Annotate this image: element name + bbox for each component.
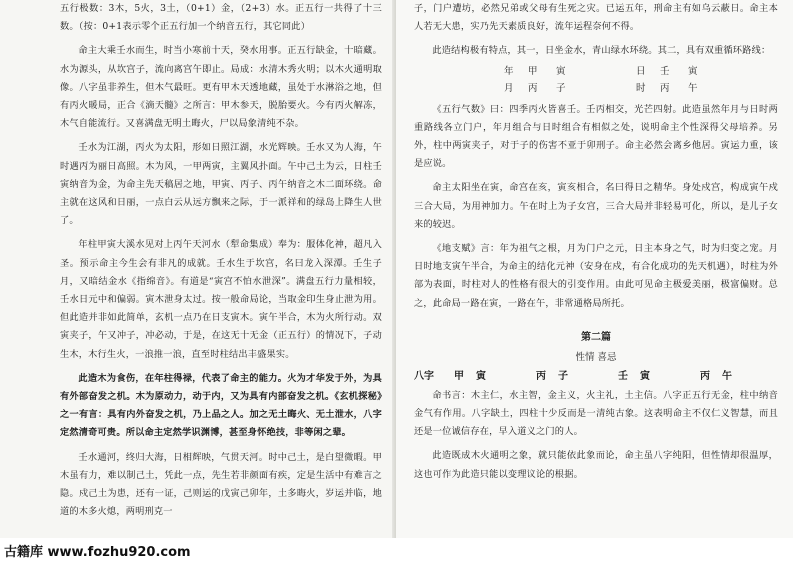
paragraph: 此造木为食伤，在年柱得禄，代表了命主的能力。火为才华发于外，为具有外部奋发之机。木为原动力，动于内，又为具有内部奋发之机。《玄机探秘》之一有言：具有内外奋发之机，乃上品之人。加之无土晦火、无土泄水，八字定然清奇可贵。所以命主定然学识渊博，甚至身怀绝技，非等闲之辈。: [60, 372, 382, 439]
paragraph: 此造结构极有特点，其一，日坐金水，青山绿水环绕。其二，具有双重循环路线：: [432, 45, 771, 57]
pillar-stem: 壬: [618, 370, 628, 382]
chart-cell: 寅: [556, 65, 566, 77]
chart-cell: 时: [636, 82, 646, 94]
pillar-stem: 甲: [454, 370, 464, 382]
right-page: [396, 0, 793, 538]
chart-cell: 年: [504, 65, 514, 77]
bazi-label: 八字: [414, 370, 434, 382]
left-page: [0, 0, 396, 538]
chart-cell: 午: [688, 82, 698, 94]
pillar-branch: 子: [558, 370, 568, 382]
chart-cell: 寅: [688, 65, 698, 77]
chart-cell: 月: [504, 82, 514, 94]
paragraph: 《地支赋》言：年为祖气之根，月为门户之元，日主本身之气，时为归变之宠。月日时地支寅午半合，为命主的结化元神（安身在戍，有合化成功的先天机遇），时柱为外部为表面，时柱对人的性格有很大的引变作用。由此可见命主极爱美丽，极富偏财。总之，此命局一路在寅，一路在午，非常通格局所托。: [414, 243, 778, 309]
paragraph: 壬水通河，终归大海，日相辉映，气贯天河。时中己土，是白望微暇。甲木虽有力，难以制己土，凭此一点，先生若非颜面有疾，定是生活中有难言之隐。戍己土为患，还有一证，己则运的戊寅己卯年，土多晦火，岁运并临，地道的木多火熄，两明刑克一: [60, 451, 382, 518]
paragraph: 年柱甲寅大溪水见对上丙午天河水（犁命集成）奉为：服体化神，超凡入圣。预示命主今生会有非凡的成就。壬水生于坎宫，名曰龙入深潭。壬生子月，又暗结金水《指绵音》。有道是“寅宫不怕水泄深”。满盘五行力量相较，壬水日元中和偏弱。寅木泄身太过。按一般命局论，当取金印生身止泄为用。但此造并非如此简单，玄机一点乃在日支寅木。寅午半合，木为火所行动。双寅夹子，午又冲子，冲必动，于是，在这无十无金（正五行）的情况下，子动生木，木行生火，一浪推一浪，直至时柱结出丰盛果实。: [60, 239, 382, 360]
watermark-bar: [0, 538, 793, 561]
left-page-text: [60, 0, 382, 521]
right-page-text: [414, 0, 778, 484]
paragraph: 子，门户遭坊，必然兄弟或父母有生死之灾。已运五年，刑命主有如乌云蔽日。命主本人若无大患，实乃先天素质良好，流年运程奈何不得。: [414, 3, 778, 33]
paragraph: 命主太阳坐在寅，命宫在亥，寅亥相合，名曰得日之精华。身处戍宫，构成寅午戍三合大局，为用神加力。午在时上为子女宫，三合大局并非轻易可化，所以，是儿子女来的较迟。: [414, 182, 778, 230]
paragraph: 此造既成木火通明之象，就只能依此象而论，命主虽八字纯阳，但性情却很温厚，这也可作为此造只能以变理议论的根据。: [414, 450, 778, 480]
chart-cell: 甲: [528, 65, 538, 77]
pillar-branch: 午: [722, 370, 732, 382]
chart-cell: 子: [556, 82, 566, 94]
paragraph: 命书言：木主仁，水主智，金主义，火主礼，土主信。八字正五行无金，柱中纳音金气有作用。八字缺土，四柱十少反而是一清纯古象。这表明命主不仅仁义智慧，而且还是一位诚信存在，早入道义之门的人。: [414, 389, 778, 438]
paragraph: 壬水为江湖，丙火为太阳，形如日照江湖，水光辉映。壬水又为人海，午时遇丙为丽日高照。木为风，一甲两寅，主翼风扑面。午中己土为云，日柱壬寅纳音为金，为命主先天稿居之地，甲寅、丙子、丙午纳音之木二面环绕。命主就在这风和日丽，一点白云从远方飘来之际，于一派祥和的绿岛上降生人世了。: [60, 142, 382, 227]
chart-cell: 壬: [660, 65, 670, 77]
paragraph: 五行极数：3木，5火，3土，（0+1）金，（2+3）水。正五行一共得了十三数。（按：0+1表示零个正五行加一个纳音五行，其它同此）: [60, 3, 382, 33]
site-watermark: 古籍库 www.fozhu920.com: [4, 545, 191, 560]
section-subtitle: 性情 喜忌: [575, 351, 617, 363]
section-title: 第二篇: [581, 331, 611, 343]
pillar-stem: 丙: [700, 370, 710, 382]
chart-cell: 丙: [660, 82, 670, 94]
bazi-pillars: [414, 367, 778, 387]
pillar-chart-a: [414, 63, 778, 97]
pillar-stem: 丙: [536, 370, 546, 382]
pillar-branch: 寅: [476, 370, 486, 382]
paragraph: 命主大乘壬水而生，时当小寒前十天，癸水用事。正五行缺金，十暗藏。水为源头，从坎宫子，流向离宫午即止。局成：水清木秀火明；以木火通明取像。八字虽非养生，但木气最旺。更有甲木天透地藏，虽处于水淋浴之地，但有丙火暖局，正合《滴天髓》之所言：甲木参天，脱胎要火。今有丙火解冻，木气自能流行。又喜满盘无明土晦火，尸以局象清纯不杂。: [60, 45, 382, 130]
pillar-branch: 寅: [640, 370, 650, 382]
paragraph: 《五行气数》曰：四季丙火皆喜壬。壬丙相交，光芒四射。此造虽然年月与日时两重路线各立门户，年月组合与日时组合有相似之处，说明命主个性深得父母培养。另外，柱中两寅夹子，对于子的伤害不亚于卯刑子。命主必然会离乡他居。寅运力重，该是应说。: [414, 103, 778, 170]
chart-cell: 日: [636, 65, 646, 77]
chart-cell: 丙: [528, 82, 538, 94]
